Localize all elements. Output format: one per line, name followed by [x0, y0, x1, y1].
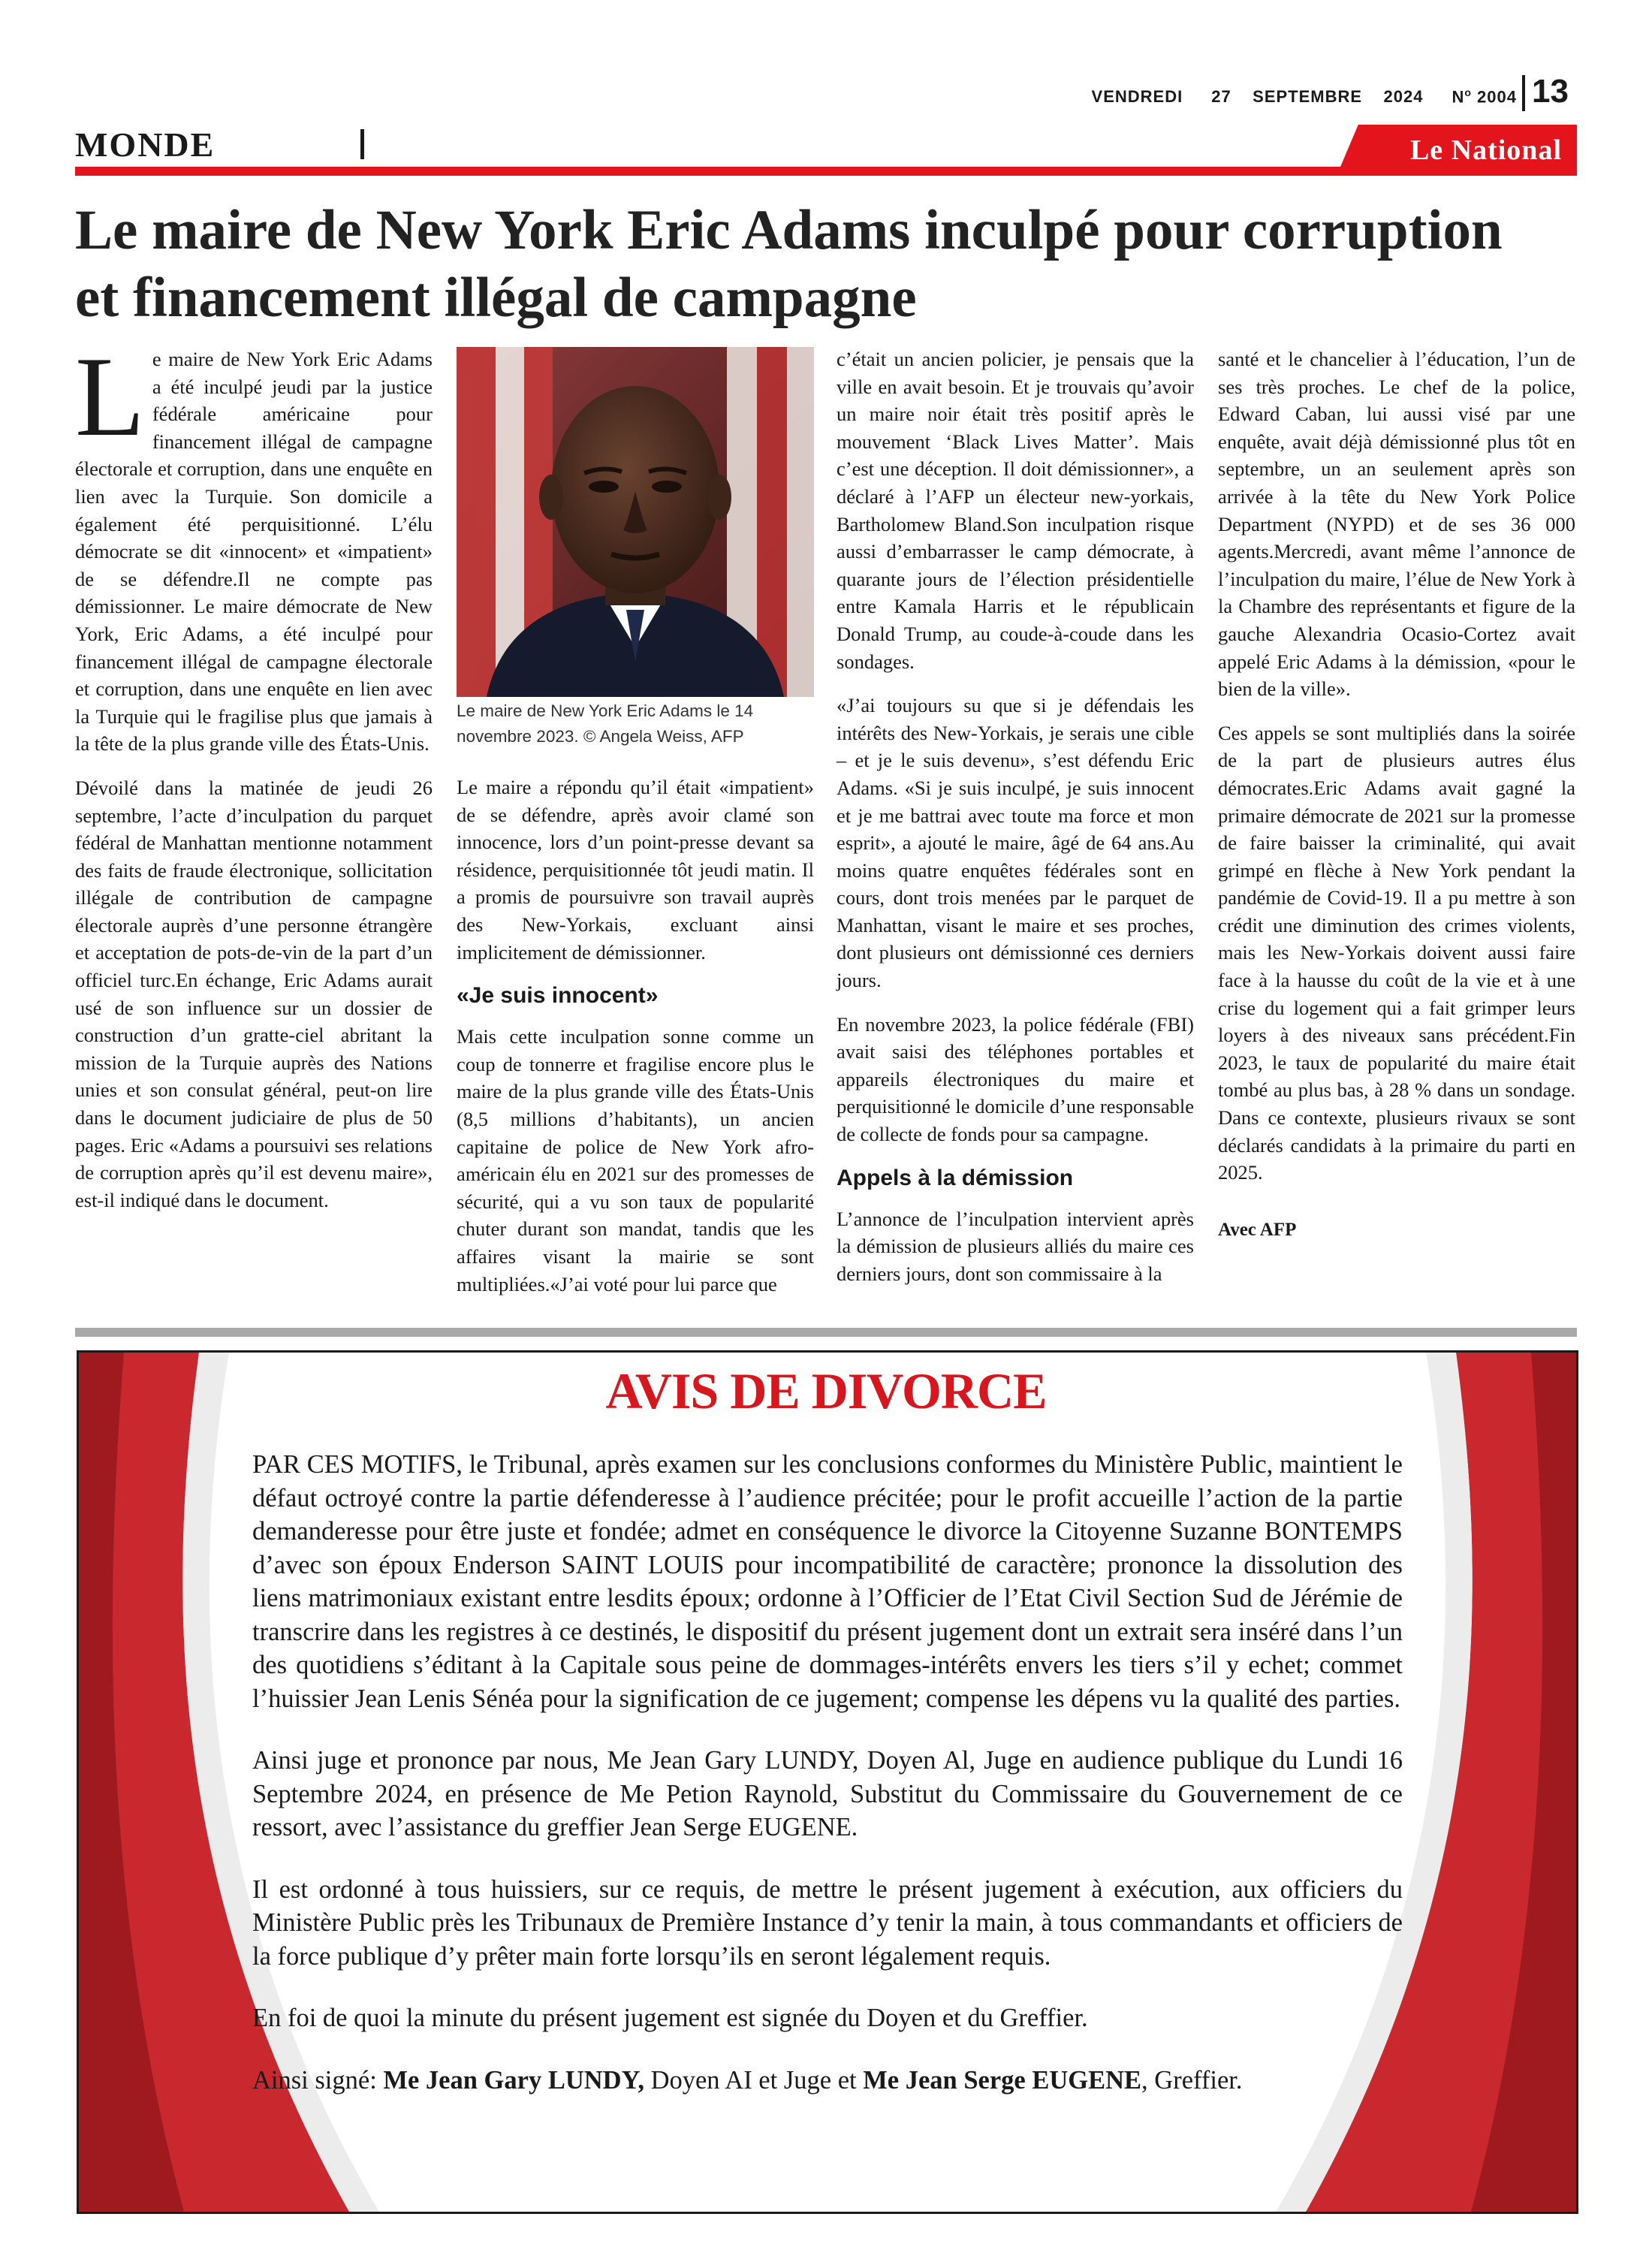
article-paragraph-7-start: L’annonce de l’inculpation intervient après la démission de plusieurs alliés du maire ces derniers jours, dont son commissaire à la — [837, 1207, 1194, 1285]
notice-body — [252, 1448, 1403, 2125]
issue-year: 2024 — [1383, 87, 1424, 106]
article-subhead-resignation: Appels à la démission — [837, 1165, 1074, 1190]
section-label: MONDE — [75, 125, 216, 164]
photo-caption: Le maire de New York Eric Adams le 14 novembre 2023. © Angela Weiss, AFP — [457, 701, 754, 746]
notice-sig-suffix: , Greffier. — [1141, 2065, 1243, 2095]
headline-line-2: et financement illégal de campagne — [75, 267, 917, 329]
brand-name: Le National — [1409, 134, 1562, 166]
article-column-3 — [837, 345, 1194, 1304]
portrait-illustration — [457, 347, 814, 697]
article-paragraph-5: «J’ai toujours su que si je défendais les intérêts des New-Yorkais, je serais une cible – et je le suis devenu», s’est défendu Eric Adams. «Si je suis inculpé, je suis innocent et je me battrai avec toute ma force et mon esprit», a ajouté le maire, âgé de 64 ans.Au moins quatre enquêtes fédérales sont en cours, dont trois menées par le parquet de Manhattan, visant le maire et ses proches, dont plusieurs ont démissionné ces derniers jours. — [837, 694, 1194, 992]
article-paragraph-3: Le maire a répondu qu’il était «impatient» de se défendre, après avoir clamé son innocence, lors d’un point-presse devant sa résidence, perquisitionnée tôt jeudi matin. Il a promis de poursuivre son travail auprès des New-Yorkais, excluant ainsi implicitement de démissionner. — [457, 776, 814, 964]
headline-line-1: Le maire de New York Eric Adams inculpé pour corruption — [75, 199, 1503, 261]
notice-paragraph-2: Ainsi juge et prononce par nous, Me Jean Gary LUNDY, Doyen Al, Juge en audience publique du Lundi 16 Septembre 2024, en présence de Me Petion Raynold, Substitut du Commissaire du Gouvernement de ce ressort, avec l’assistance du greffier Jean Serge EUGENE. — [252, 1746, 1403, 1841]
notice-title: AVIS DE DIVORCE — [605, 1362, 1047, 1419]
issue-prefix-sup: o — [1464, 86, 1472, 99]
article-paragraph-7: santé et le chancelier à l’éducation, l’un de ses très proches. Le chef de la police, Edward Caban, lui aussi visé par une enquête, avait déjà démissionné plus tôt en septembre, un an seulement après son arrivée à la tête du New York Police Department (NYPD) et de ses 36 000 agents.Mercredi, avant même l’annonce de l’inculpation du maire, l’élue de New York à la Chambre des représentants et figure de la gauche Alexandria Ocasio-Cortez avait appelé Eric Adams à la démission, «pour le bien de la ville». — [1218, 348, 1575, 701]
article-paragraph-8: Ces appels se sont multipliés dans la soirée de la part de plusieurs autres élus démocrates.Eric Adams avait gagné la primaire démocrate de 2021 sur la promesse de faire baisser la criminalité, qui avait grimpé en flèche à New York pendant la pandémie de Covid-19. Il a pu mettre à son crédit une diminution des crimes violents, mais les New-Yorkais doivent aussi faire face à la hausse du coût de la vie et à une crise du logement qui a fait grimper leurs loyers à des niveaux sans précédent.Fin 2023, le taux de popularité du maire était tombé au plus bas, à 28 % dans un sondage. Dans ce contexte, plusieurs rivaux se sont déclarés candidats à la primaire du parti en 2025. — [1218, 721, 1575, 1184]
section-divider — [360, 129, 364, 159]
article-subhead-innocent: «Je suis innocent» — [457, 983, 659, 1009]
article-paragraph-2: Dévoilé dans la matinée de jeudi 26 septembre, l’acte d’inculpation du parquet fédéral de Manhattan mentionne notamment des faits de fraude électronique, sollicitation illégale de contribution de campagne électorale auprès d’une personne étrangère et acceptation de pots-de-vin de la part d’un officiel turc.En échange, Eric Adams aurait usé de son influence sur un dossier de construction d’un gratte-ciel abritant la mission de la Turquie auprès des Nations unies et son consulat général, peut-on lire dans le document judiciaire de plus de 50 pages. Eric «Adams a poursuivi ses relations de corruption après qu’il est devenu maire», est-il indiqué dans le document. — [75, 776, 433, 1211]
article-byline: Avec AFP — [1218, 1219, 1297, 1240]
article-column-4 — [1218, 345, 1575, 1244]
article-column-1 — [75, 333, 433, 1230]
notice-sig-mid: Doyen AI et Juge et — [644, 2065, 864, 2095]
headline — [75, 197, 1592, 332]
drop-cap: L — [75, 333, 145, 460]
notice-paragraph-4: En foi de quoi la minute du présent jugement est signée du Doyen et du Greffier. — [252, 2004, 1088, 2032]
notice-sig-judge: Me Jean Gary LUNDY, — [383, 2065, 644, 2095]
section-separator-rule — [75, 1328, 1577, 1337]
page-number-divider — [1522, 75, 1525, 111]
issue-number-group — [1452, 86, 1517, 107]
article-paragraph-4-start: Mais cette inculpation sonne comme un coup de tonnerre et fragilise encore plus le maire de la plus grande ville des États-Unis (8,5 millions d’habitants), un ancien capitaine de police de New York afro-américain élu en 2021 sur des promesses de sécurité, qui a vu son taux de popularité chuter durant son mandat, tandis que les affaires visant la mairie se sont multipliées.«J’ai voté pour lui parce que — [457, 1025, 814, 1295]
issue-number: 2004 — [1477, 87, 1517, 107]
article-paragraph-4: c’était un ancien policier, je pensais que la ville en avait besoin. Et je trouvais qu’avoir un maire noir était très positif après le mouvement ‘Black Lives Matter’. Mais c’est une déception. Il doit démissionner», a déclaré à l’AFP un électeur new-yorkais, Bartholomew Bland.Son inculpation risque aussi d’embarrasser le camp démocrate, à quarante jours de l’élection présidentielle entre Kamala Harris et le républicain Donald Trump, au coude-à-coude dans les sondages. — [837, 348, 1194, 673]
notice-signature-line — [252, 2064, 1403, 2098]
issue-prefix: N — [1452, 87, 1465, 107]
article-paragraph-1: e maire de New York Eric Adams a été inculpé jeudi par la justice fédérale américaine pour financement illégal de campagne électorale et corruption, dans une enquête en lien avec la Turquie. Son domicile a également été perquisitionné. L’élu démocrate se dit «innocent» et «impatient» de se défendre.Il ne compte pas démissionner. Le maire démocrate de New York, Eric Adams, a été inculpé pour financement illégal de campagne électorale et corruption, dans une enquête en lien avec la Turquie qui le fragilise plus que jamais à la tête de la plus grande ville des États-Unis. — [75, 348, 433, 756]
issue-date-line — [1066, 84, 1517, 110]
article-paragraph-6: En novembre 2023, la police fédérale (FBI) avait saisi des téléphones portables et appareils électroniques du maire et perquisitionné le domicile d’une responsable de collecte de fonds pour sa campagne. — [837, 1012, 1194, 1146]
article-column-2 — [457, 774, 814, 1314]
issue-date-group — [1211, 87, 1423, 107]
article-lead-paragraph — [75, 333, 433, 758]
page-number: 13 — [1532, 73, 1569, 110]
notice-paragraph-3: Il est ordonné à tous huissiers, sur ce requis, de mettre le présent jugement à exécution, aux officiers du Ministère Public près les Tribunaux de Première Instance d’y tenir la main, à tous commandants et officiers de la force publique d’y prêter main forte lorsqu’ils en seront légalement requis. — [252, 1874, 1403, 1971]
issue-day: VENDREDI — [1091, 87, 1183, 106]
issue-date: 27 — [1211, 87, 1231, 106]
notice-paragraph-1: PAR CES MOTIFS, le Tribunal, après examen sur les conclusions conformes du Ministère Public, maintient le défaut octroyé contre la partie défenderesse à l’audience précitée; pour le profit accueille l’action de la partie demanderesse pour être juste et fondée; admet en conséquence le divorce la Citoyenne Suzanne BONTEMPS d’avec son époux Enderson SAINT LOUIS pour incompatibilité de caractère; prononce la dissolution des liens matrimoniaux existant entre lesdits époux; ordonne à l’Officier de l’Etat Civil Section Sud de Jérémie de transcrire dans les registres à ce destinés, le dispositif du présent jugement dont un extrait sera inséré dans l’un des quotidiens s’éditant à la Capitale sous peine de dommages-intérêts envers les tiers s’il y echet; commet l’huissier Jean Lenis Sénéa pour la signification de ce jugement; compense les dépens vu la qualité des parties. — [252, 1450, 1403, 1713]
notice-sig-clerk: Me Jean Serge EUGENE — [863, 2065, 1142, 2095]
mayor-photo — [457, 347, 814, 697]
notice-sig-prefix: Ainsi signé: — [252, 2065, 384, 2095]
issue-month: SEPTEMBRE — [1253, 87, 1363, 106]
